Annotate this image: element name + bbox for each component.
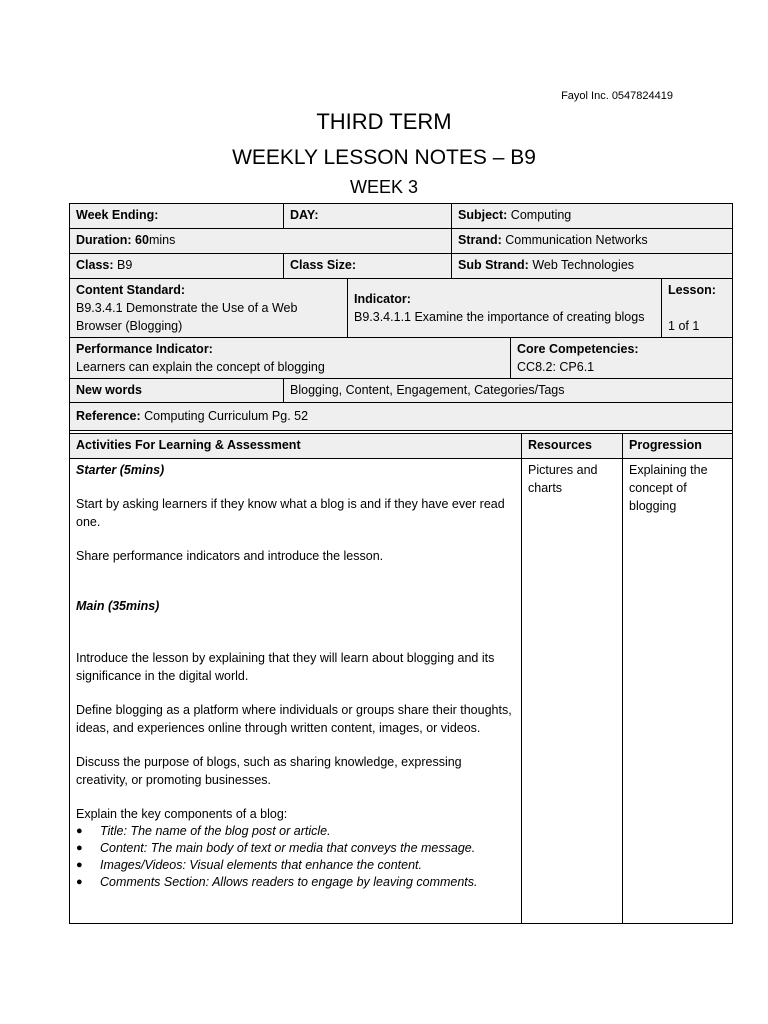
row-week [70, 204, 733, 229]
duration-number: 60 [135, 233, 149, 247]
strand-label: Strand: [458, 233, 502, 247]
sub-strand-label: Sub Strand: [458, 258, 529, 272]
new-words-label: New words [76, 383, 142, 397]
week-title: WEEK 3 [349, 177, 419, 197]
class-label: Class: [76, 258, 114, 272]
list-item: ● Title: The name of the blog post or article. [76, 823, 515, 840]
row-standard [70, 279, 733, 338]
col-activities-header: Activities For Learning & Assessment [76, 438, 301, 452]
components-list [76, 823, 515, 891]
main-paragraph-4: Explain the key components of a blog: [76, 807, 288, 821]
subject-label: Subject: [458, 208, 508, 222]
resources-cell [522, 459, 623, 924]
class-size-label: Class Size: [290, 258, 357, 272]
term-title: THIRD TERM [316, 109, 452, 134]
core-competencies-label: Core Competencies: [517, 342, 639, 356]
week-ending-label: Week Ending: [76, 208, 159, 222]
class-value: B9 [113, 258, 133, 272]
reference-value: Computing Curriculum Pg. 52 [140, 409, 309, 423]
progression-value: Explaining the concept of blogging [629, 463, 708, 513]
col-resources-header: Resources [528, 438, 592, 452]
list-item: ● Images/Videos: Visual elements that enhance the content. [76, 857, 515, 874]
progression-cell [623, 459, 733, 924]
row-class [70, 254, 733, 279]
lesson-value: 1 of 1 [668, 319, 700, 333]
row-new-words [70, 379, 733, 403]
list-item: ● Content: The main body of text or media that conveys the message. [76, 840, 515, 857]
day-label: DAY: [290, 208, 319, 222]
content-standard-value: B9.3.4.1 Demonstrate the Use of a Web Browser (Blogging) [76, 301, 298, 333]
main-heading: Main (35mins) [76, 599, 160, 613]
duration-label: Duration: [76, 233, 136, 247]
content-standard-label: Content Standard: [76, 283, 186, 297]
starter-paragraph-1: Start by asking learners if they know what a blog is and if they have ever read one. [76, 497, 505, 529]
sub-strand-value: Web Technologies [528, 258, 635, 272]
company-info: Fayol Inc. 0547824419 [561, 90, 673, 102]
duration-unit: mins [148, 233, 176, 247]
starter-paragraph-2: Share performance indicators and introduce the lesson. [76, 549, 384, 563]
resources-value: Pictures and charts [528, 463, 598, 495]
row-duration [70, 229, 733, 254]
activities-body-row [70, 459, 733, 924]
main-paragraph-3: Discuss the purpose of blogs, such as sharing knowledge, expressing creativity, or promoting businesses. [76, 755, 462, 787]
row-performance [70, 338, 733, 379]
activities-header-row [70, 434, 733, 459]
strand-value: Communication Networks [501, 233, 648, 247]
subject-value: Computing [507, 208, 572, 222]
list-item: ● Comments Section: Allows readers to engage by leaving comments. [76, 874, 515, 891]
reference-label: Reference: [76, 409, 141, 423]
core-competencies-value: CC8.2: CP6.1 [517, 360, 595, 374]
notes-title: WEEKLY LESSON NOTES – B9 [232, 146, 536, 169]
indicator-value: B9.3.4.1.1 Examine the importance of creating blogs [354, 310, 645, 324]
lesson-info-table [69, 203, 733, 452]
activities-cell [70, 459, 522, 924]
performance-value: Learners can explain the concept of blogging [76, 360, 325, 374]
new-words-value: Blogging, Content, Engagement, Categories/Tags [290, 383, 565, 397]
main-paragraph-2: Define blogging as a platform where individuals or groups share their thoughts, ideas, and experiences online through written content, images, or videos. [76, 703, 512, 735]
lesson-label: Lesson: [668, 283, 716, 297]
col-progression-header: Progression [629, 438, 702, 452]
indicator-label: Indicator: [354, 292, 411, 306]
performance-label: Performance Indicator: [76, 342, 213, 356]
activities-table [69, 433, 733, 924]
starter-heading: Starter (5mins) [76, 463, 165, 477]
row-reference [70, 403, 733, 431]
main-paragraph-1: Introduce the lesson by explaining that they will learn about blogging and its significance in the digital world. [76, 651, 495, 683]
